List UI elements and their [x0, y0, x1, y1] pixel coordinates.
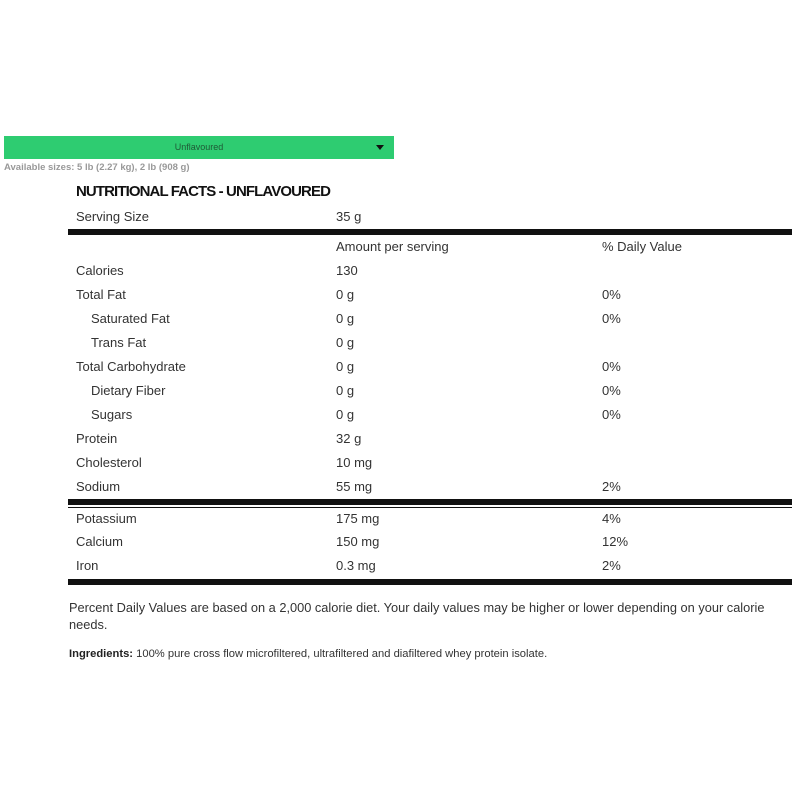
mineral-row	[76, 532, 792, 552]
nutrient-amount: 0 g	[336, 287, 355, 302]
nutrient-daily-value: 0%	[602, 287, 621, 302]
nutrient-name: Trans Fat	[91, 335, 147, 350]
mineral-amount: 175 mg	[336, 511, 380, 526]
chevron-down-icon	[376, 145, 384, 150]
divider-thin	[68, 507, 792, 508]
mineral-row	[76, 556, 792, 576]
nutrient-daily-value: 2%	[602, 479, 621, 494]
mineral-daily-value: 12%	[602, 534, 629, 549]
ingredients-text: 100% pure cross flow microfiltered, ultrafiltered and diafiltered whey protein isolate.	[136, 648, 548, 660]
nutrient-amount: 10 mg	[336, 455, 373, 470]
nutrient-name: Cholesterol	[76, 455, 142, 470]
nutrient-name: Total Fat	[76, 287, 126, 302]
nutrient-amount: 0 g	[336, 359, 355, 374]
nutrient-row	[76, 357, 792, 377]
nutrient-row	[76, 405, 792, 425]
mineral-amount: 0.3 mg	[336, 558, 376, 573]
serving-size-row	[76, 207, 792, 227]
serving-size-label: Serving Size	[76, 209, 149, 224]
nutrient-amount: 32 g	[336, 431, 362, 446]
nutrition-header-row	[76, 237, 792, 257]
nutrient-daily-value: 0%	[602, 407, 621, 422]
nutrient-row	[76, 429, 792, 449]
nutrient-amount: 55 mg	[336, 479, 373, 494]
nutrient-name: Sodium	[76, 479, 121, 494]
mineral-daily-value: 2%	[602, 558, 621, 573]
nutrient-name: Total Carbohydrate	[76, 359, 186, 374]
nutrition-title: NUTRITIONAL FACTS - UNFLAVOURED	[76, 183, 331, 200]
mineral-row	[76, 509, 792, 529]
divider-thick	[68, 499, 792, 505]
mineral-name: Iron	[76, 558, 99, 573]
nutrient-daily-value: 0%	[602, 359, 621, 374]
header-daily-value: % Daily Value	[602, 239, 682, 254]
nutrient-row	[76, 453, 792, 473]
nutrient-row	[76, 261, 792, 281]
mineral-name: Calcium	[76, 534, 123, 549]
nutrient-name: Dietary Fiber	[91, 383, 166, 398]
nutrient-daily-value: 0%	[602, 311, 621, 326]
nutrient-row	[76, 333, 792, 353]
nutrient-daily-value: 0%	[602, 383, 621, 398]
ingredients	[69, 648, 789, 660]
nutrient-row	[76, 285, 792, 305]
serving-size-value: 35 g	[336, 209, 362, 224]
ingredients-label: Ingredients:	[69, 648, 134, 660]
daily-value-footnote: Percent Daily Values are based on a 2,000 calorie diet. Your daily values may be higher or lower depending on your calorie needs.	[69, 600, 765, 632]
nutrient-amount: 0 g	[336, 407, 355, 422]
mineral-amount: 150 mg	[336, 534, 380, 549]
flavour-dropdown[interactable]	[4, 136, 394, 159]
mineral-daily-value: 4%	[602, 511, 621, 526]
nutrient-name: Saturated Fat	[91, 311, 170, 326]
mineral-name: Potassium	[76, 511, 137, 526]
available-sizes-value: 5 lb (2.27 kg), 2 lb (908 g)	[77, 162, 190, 173]
nutrient-amount: 0 g	[336, 335, 355, 350]
nutrient-name: Calories	[76, 263, 124, 278]
divider-thick	[68, 579, 792, 585]
nutrient-row	[76, 309, 792, 329]
divider-thick	[68, 229, 792, 235]
nutrient-amount: 0 g	[336, 383, 355, 398]
nutrient-name: Protein	[76, 431, 118, 446]
nutrient-name: Sugars	[91, 407, 133, 422]
header-amount: Amount per serving	[336, 239, 449, 254]
nutrient-amount: 130	[336, 263, 358, 278]
available-sizes-label: Available sizes:	[4, 162, 75, 173]
nutrient-amount: 0 g	[336, 311, 355, 326]
nutrient-row	[76, 477, 792, 497]
flavour-selected-value: Unflavoured	[174, 142, 224, 152]
available-sizes	[4, 162, 190, 173]
nutrient-row	[76, 381, 792, 401]
